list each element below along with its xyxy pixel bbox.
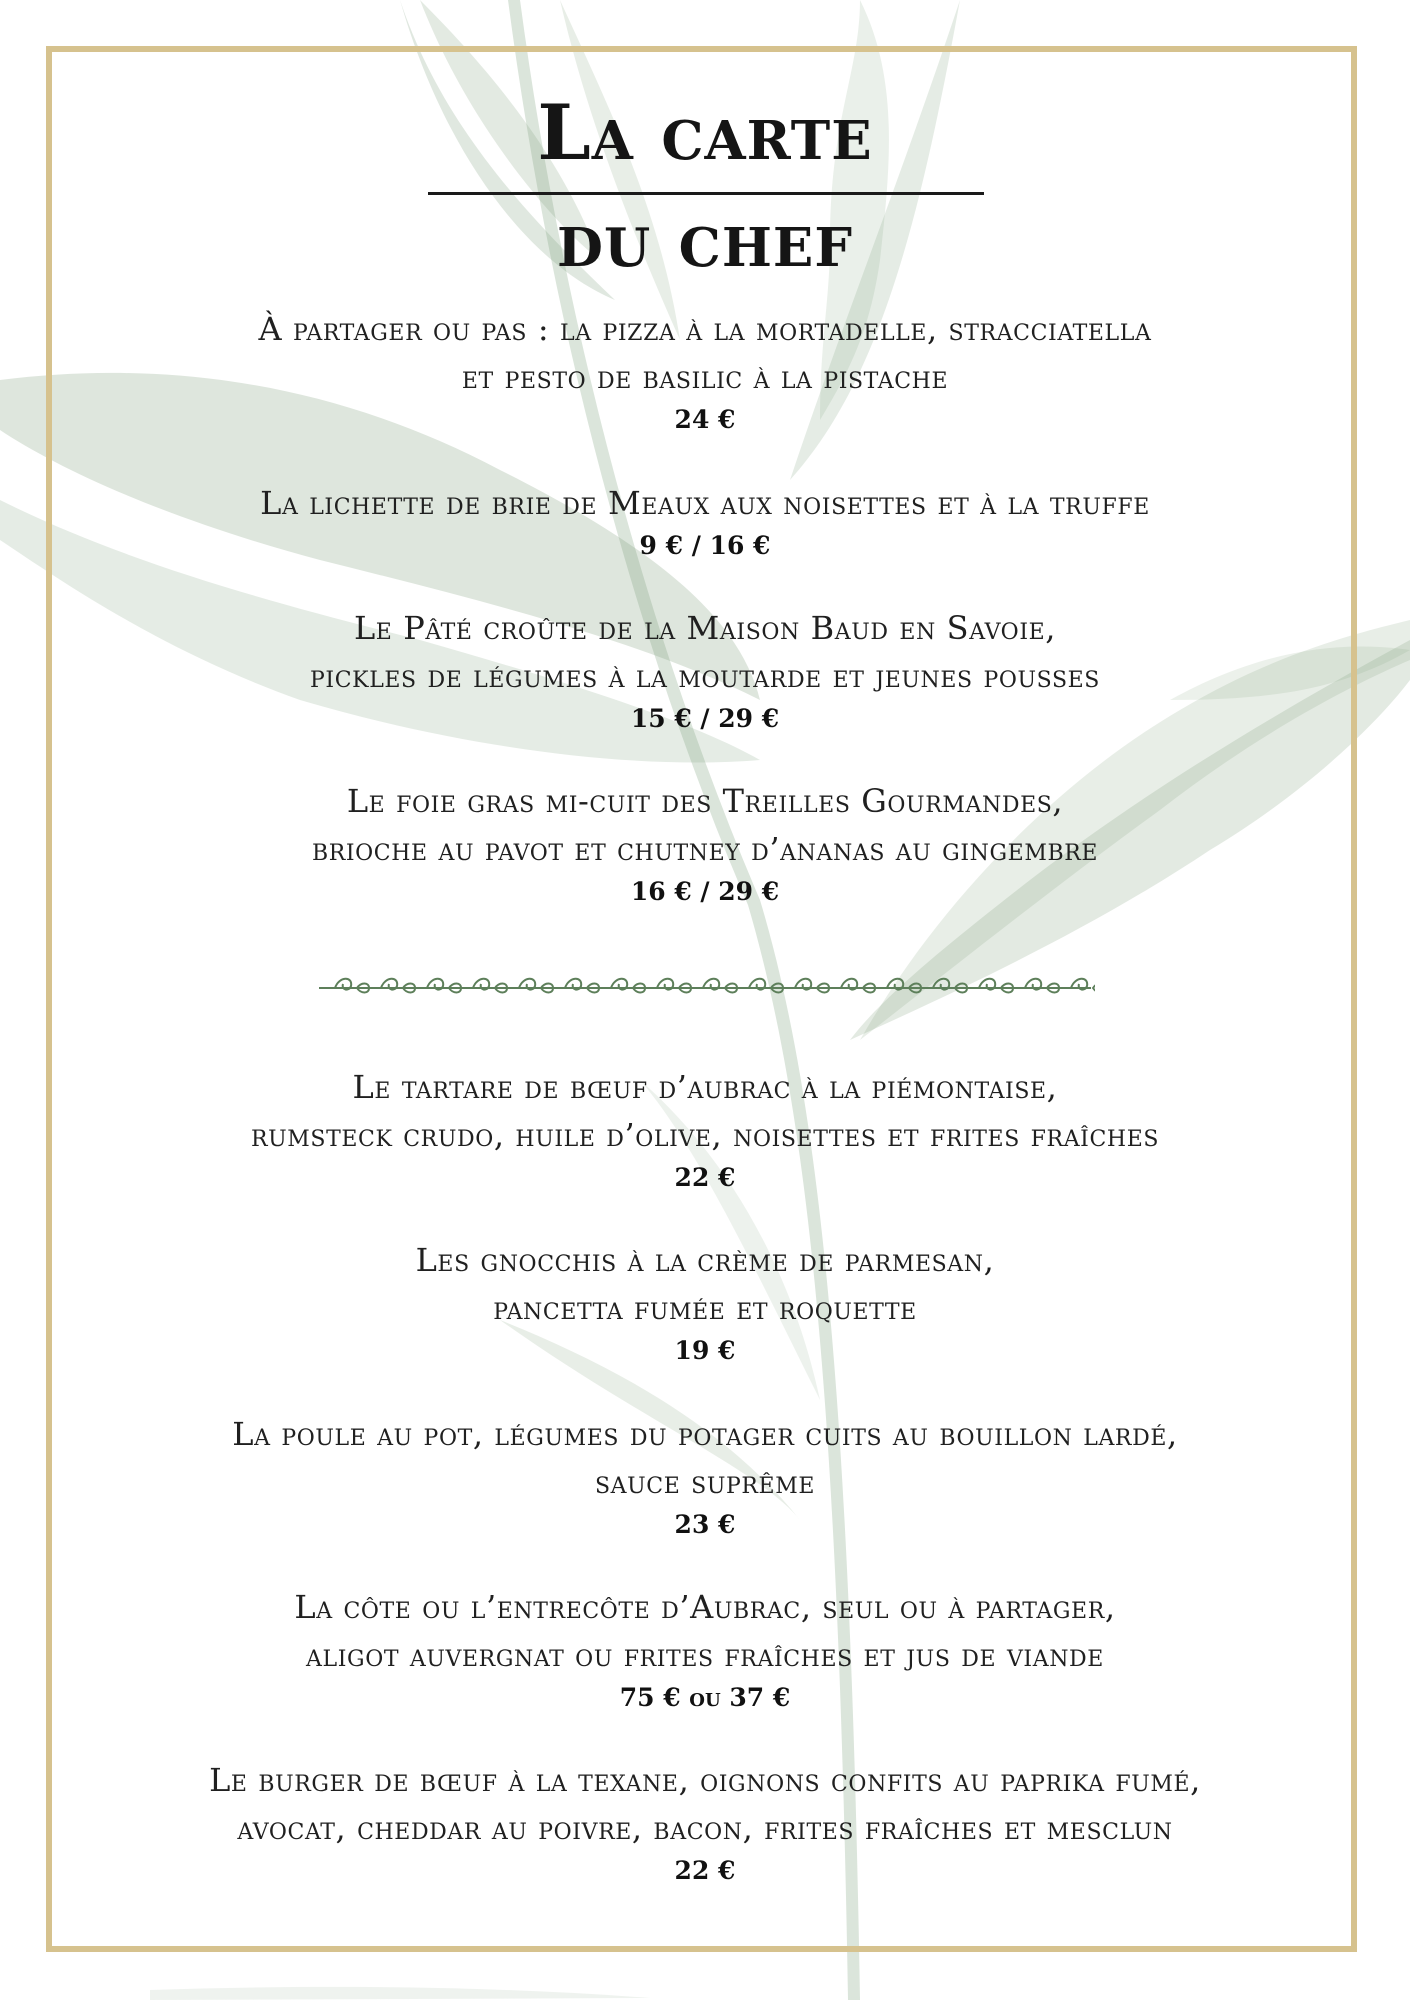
dish-line: La lichette de brie de Meaux aux noisettes et à la truffe xyxy=(260,484,1150,522)
dish-line: La côte ou l’entrecôte d’Aubrac, seul ou à partager, xyxy=(294,1588,1116,1626)
dish-line: et pesto de basilic à la pistache xyxy=(461,358,949,396)
dish-line: rumsteck crudo, huile d’olive, noisettes et frites fraîches xyxy=(250,1116,1160,1154)
dish-price: 15 € / 29 € xyxy=(630,704,780,733)
menu-item xyxy=(0,479,1410,565)
dish-line: aligot auvergnat ou frites fraîches et jus de viande xyxy=(306,1636,1104,1674)
page-title-line2: du chef xyxy=(557,195,853,284)
dish-line: Le foie gras mi-cuit des Treilles Gourmandes, xyxy=(346,782,1064,820)
dish-line: brioche au pavot et chutney d’ananas au gingembre xyxy=(311,830,1099,868)
dish-line: Le Pâté croûte de la Maison Baud en Savoie, xyxy=(353,609,1057,647)
dish-price: 75 € ou 37 € xyxy=(619,1683,791,1712)
dish-price: 22 € xyxy=(674,1856,736,1885)
dish-price: 24 € xyxy=(674,405,736,434)
menu-item xyxy=(0,1583,1410,1717)
menu-item xyxy=(0,305,1410,439)
menu-item xyxy=(0,1410,1410,1544)
dish-price: 19 € xyxy=(674,1336,736,1365)
dish-line: sauce suprême xyxy=(595,1463,815,1501)
dish-price: 16 € / 29 € xyxy=(630,877,780,906)
dish-price: 22 € xyxy=(674,1163,736,1192)
menu-item xyxy=(0,777,1410,911)
dish-line: Le tartare de bœuf d’aubrac à la piémontaise, xyxy=(352,1068,1058,1106)
dish-price: 9 € / 16 € xyxy=(639,531,771,560)
dish-line: La poule au pot, légumes du potager cuits au bouillon lardé, xyxy=(232,1415,1178,1453)
dish-line: pancetta fumée et roquette xyxy=(493,1289,917,1327)
menu-item xyxy=(0,604,1410,738)
dish-line: avocat, cheddar au poivre, bacon, frites fraîches et mesclun xyxy=(237,1809,1173,1847)
dish-line: pickles de légumes à la moutarde et jeunes pousses xyxy=(310,657,1100,695)
dish-price: 23 € xyxy=(674,1510,736,1539)
dish-line: À partager ou pas : la pizza à la mortadelle, stracciatella xyxy=(258,310,1152,348)
menu-item xyxy=(0,1756,1410,1890)
vine-divider-icon xyxy=(315,970,1095,1006)
menu-item xyxy=(0,1063,1410,1197)
dish-line: Les gnocchis à la crème de parmesan, xyxy=(415,1241,995,1279)
menu-item xyxy=(0,1236,1410,1370)
page-title-line1: La carte xyxy=(537,88,873,177)
dish-line: Le burger de bœuf à la texane, oignons confits au paprika fumé, xyxy=(209,1761,1201,1799)
